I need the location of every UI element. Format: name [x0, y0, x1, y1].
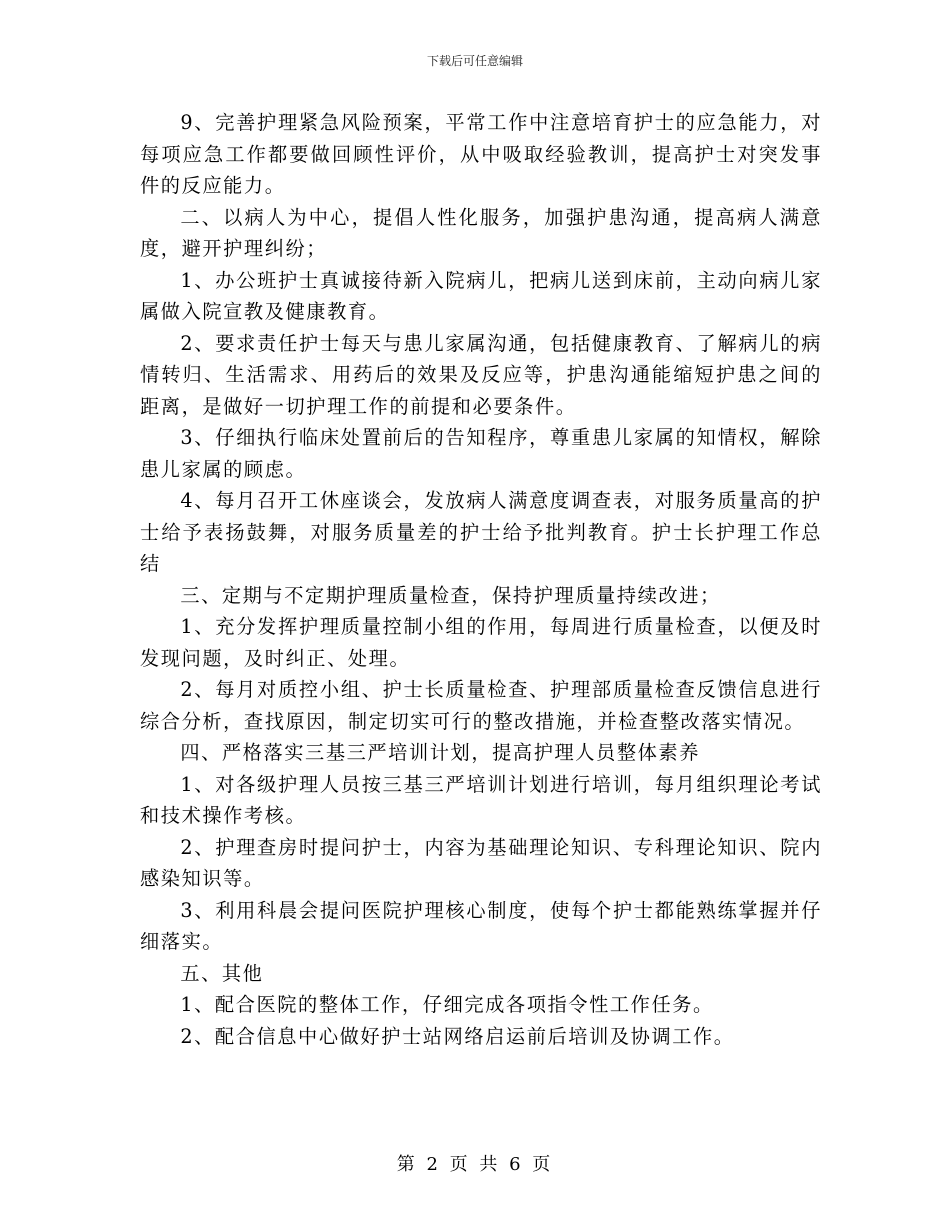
document-body: [140, 107, 822, 1052]
section-heading: 二、以病人为中心，提倡人性化服务，加强护患沟通，提高病人满意度，避开护理纠纷；: [140, 205, 822, 260]
paragraph: 2、要求责任护士每天与患儿家属沟通，包括健康教育、了解病儿的病情转归、生活需求、用药后的效果及反应等，护患沟通能缩短护患之间的距离，是做好一切护理工作的前提和必要条件。: [140, 331, 822, 418]
paragraph: 1、充分发挥护理质量控制小组的作用，每周进行质量检查，以便及时发现问题，及时纠正、处理。: [140, 615, 822, 670]
section-heading: 四、严格落实三基三严培训计划，提高护理人员整体素养: [180, 741, 700, 764]
paragraph: 1、对各级护理人员按三基三严培训计划进行培训，每月组织理论考试和技术操作考核。: [140, 772, 822, 827]
page-number-footer: 第 2 页 共 6 页: [396, 1154, 554, 1175]
paragraph: 4、每月召开工休座谈会，发放病人满意度调查表，对服务质量高的护士给予表扬鼓舞，对服务质量差的护士给予批判教育。护士长护理工作总结: [140, 489, 822, 575]
paragraph: 1、办公班护士真诚接待新入院病儿，把病儿送到床前，主动向病儿家属做入院宣教及健康教育。: [140, 268, 822, 323]
paragraph: 2、护理查房时提问护士，内容为基础理论知识、专科理论知识、院内感染知识等。: [140, 835, 822, 890]
paragraph: 9、完善护理紧急风险预案，平常工作中注意培育护士的应急能力，对每项应急工作都要做回顾性评价，从中吸取经验教训，提高护士对突发事件的反应能力。: [140, 111, 822, 197]
paragraph: 2、每月对质控小组、护士长质量检查、护理部质量检查反馈信息进行综合分析，查找原因，制定切实可行的整改措施，并检查整改落实情况。: [140, 678, 822, 733]
section-heading: 五、其他: [180, 961, 264, 985]
paragraph: 2、配合信息中心做好护士站网络启运前后培训及协调工作。: [180, 1024, 735, 1048]
page-header: 下载后可任意编辑: [426, 54, 523, 68]
section-heading: 三、定期与不定期护理质量检查，保持护理质量持续改进；: [180, 583, 721, 607]
paragraph: 1、配合医院的整体工作，仔细完成各项指令性工作任务。: [180, 993, 714, 1016]
paragraph: 3、仔细执行临床处置前后的告知程序，尊重患儿家属的知情权，解除患儿家属的顾虑。: [140, 426, 822, 481]
paragraph: 3、利用科晨会提问医院护理核心制度，使每个护士都能熟练掌握并仔细落实。: [140, 898, 822, 953]
